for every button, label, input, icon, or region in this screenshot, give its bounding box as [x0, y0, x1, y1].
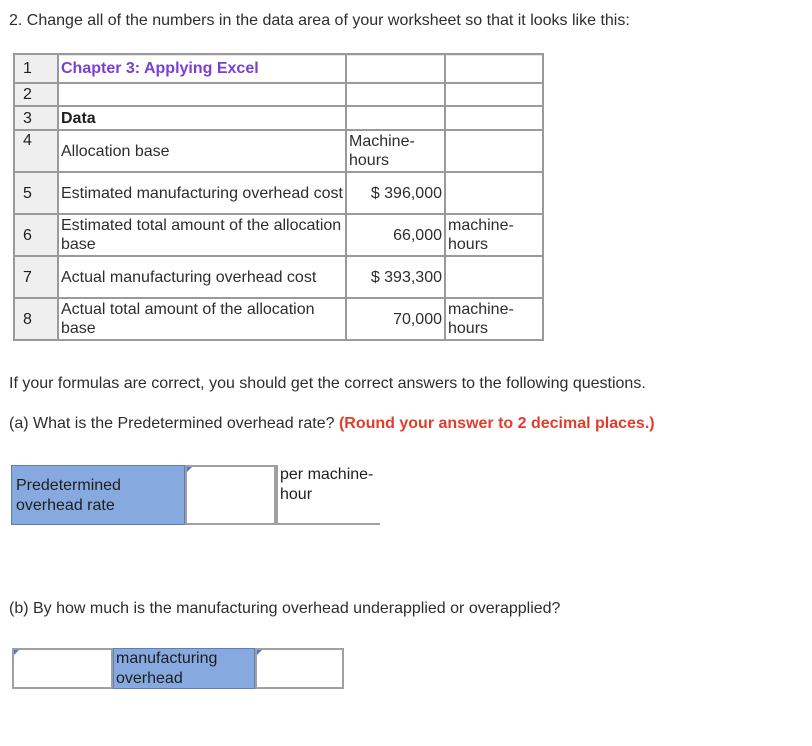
- row-number: 4: [14, 130, 58, 172]
- cell-value: 66,000: [346, 214, 445, 256]
- rate-unit-label: per machine-hour: [276, 465, 380, 525]
- worksheet-row: [14, 214, 543, 256]
- cell-value: [346, 54, 445, 83]
- cell-value: $ 396,000: [346, 172, 445, 214]
- cell-value: Machine-hours: [346, 130, 445, 172]
- instruction-text: 2. Change all of the numbers in the data area of your worksheet so that it looks like this:: [9, 12, 630, 29]
- row-number: 2: [14, 83, 58, 106]
- cell-unit: [445, 172, 543, 214]
- predetermined-rate-input[interactable]: [185, 465, 276, 525]
- cell-unit: [445, 54, 543, 83]
- cell-value: $ 393,300: [346, 256, 445, 298]
- cell-label: Actual total amount of the allocation base: [58, 298, 346, 340]
- cell-label: Estimated manufacturing overhead cost: [58, 172, 346, 214]
- question-a: [9, 415, 655, 433]
- question-a-text: (a) What is the Predetermined overhead rate?: [9, 415, 335, 432]
- row-number: 3: [14, 106, 58, 130]
- cell-unit: [445, 130, 543, 172]
- overhead-label: manufacturing overhead: [113, 648, 255, 689]
- cell-value: [346, 106, 445, 130]
- worksheet-row: [14, 256, 543, 298]
- cell-label: [58, 83, 346, 106]
- row-number: 1: [14, 54, 58, 83]
- cell-unit: [445, 256, 543, 298]
- worksheet-row: [14, 130, 543, 172]
- row-number: 5: [14, 172, 58, 214]
- data-section-label: Data: [58, 106, 346, 130]
- cell-unit: machine-hours: [445, 214, 543, 256]
- row-number: 7: [14, 256, 58, 298]
- worksheet-row: [14, 54, 543, 83]
- cell-value: [346, 83, 445, 106]
- worksheet-row: [14, 298, 543, 340]
- cell-unit: machine-hours: [445, 298, 543, 340]
- worksheet-row: [14, 172, 543, 214]
- worksheet-row: [14, 83, 543, 106]
- cell-label: Allocation base: [58, 130, 346, 172]
- under-over-select[interactable]: [255, 648, 344, 689]
- worksheet-title: Chapter 3: Applying Excel: [58, 54, 346, 83]
- cell-label: Estimated total amount of the allocation base: [58, 214, 346, 256]
- row-number: 8: [14, 298, 58, 340]
- rounding-note: (Round your answer to 2 decimal places.): [338, 415, 655, 432]
- cell-unit: [445, 106, 543, 130]
- question-b-text: (b) By how much is the manufacturing overhead underapplied or overapplied?: [9, 600, 561, 617]
- overhead-amount-input[interactable]: [12, 648, 113, 689]
- cell-label: Actual manufacturing overhead cost: [58, 256, 346, 298]
- worksheet-table: [13, 53, 544, 341]
- predetermined-rate-label: Predetermined overhead rate: [11, 465, 185, 525]
- row-number: 6: [14, 214, 58, 256]
- cell-unit: [445, 83, 543, 106]
- worksheet-row: [14, 106, 543, 130]
- check-text: If your formulas are correct, you should get the correct answers to the following questions.: [9, 375, 646, 392]
- cell-value: 70,000: [346, 298, 445, 340]
